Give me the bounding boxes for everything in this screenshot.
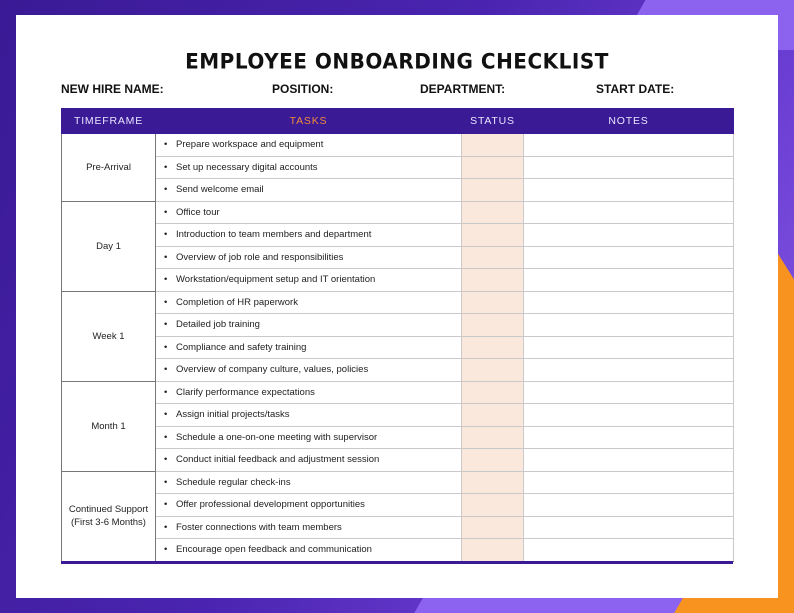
task-cell	[156, 449, 462, 472]
table-row	[62, 314, 734, 337]
status-cell[interactable]	[462, 471, 524, 494]
table-header-row	[62, 109, 734, 134]
table-row	[62, 516, 734, 539]
status-cell[interactable]	[462, 179, 524, 202]
notes-cell[interactable]	[524, 156, 734, 179]
bullet-icon: •	[164, 341, 168, 353]
task-text: Foster connections with team members	[176, 521, 342, 533]
timeframe-cell: Month 1	[62, 381, 156, 471]
status-cell[interactable]	[462, 494, 524, 517]
task-text: Workstation/equipment setup and IT orientation	[176, 274, 376, 286]
task-cell	[156, 381, 462, 404]
bullet-icon: •	[164, 251, 168, 263]
task-cell	[156, 291, 462, 314]
task-cell	[156, 426, 462, 449]
bullet-icon: •	[164, 139, 168, 151]
notes-cell[interactable]	[524, 291, 734, 314]
table-row	[62, 291, 734, 314]
notes-cell[interactable]	[524, 359, 734, 382]
task-text: Office tour	[176, 206, 220, 218]
task-text: Overview of company culture, values, policies	[176, 364, 369, 376]
status-cell[interactable]	[462, 336, 524, 359]
table-row	[62, 201, 734, 224]
status-cell[interactable]	[462, 201, 524, 224]
task-cell	[156, 359, 462, 382]
task-text: Completion of HR paperwork	[176, 296, 298, 308]
status-cell[interactable]	[462, 404, 524, 427]
notes-cell[interactable]	[524, 179, 734, 202]
bullet-icon: •	[164, 521, 168, 533]
status-cell[interactable]	[462, 134, 524, 157]
bullet-icon: •	[164, 184, 168, 196]
bullet-icon: •	[164, 499, 168, 511]
notes-cell[interactable]	[524, 516, 734, 539]
notes-cell[interactable]	[524, 539, 734, 562]
status-cell[interactable]	[462, 539, 524, 562]
table-row	[62, 179, 734, 202]
notes-cell[interactable]	[524, 404, 734, 427]
column-header-notes: NOTES	[524, 109, 734, 134]
timeframe-cell: Continued Support (First 3-6 Months)	[62, 471, 156, 561]
status-cell[interactable]	[462, 426, 524, 449]
bullet-icon: •	[164, 319, 168, 331]
notes-cell[interactable]	[524, 449, 734, 472]
task-cell	[156, 246, 462, 269]
department-label: DEPARTMENT:	[420, 82, 506, 96]
table-body	[62, 134, 734, 562]
task-cell	[156, 269, 462, 292]
task-cell	[156, 134, 462, 157]
table-bottom-rule	[61, 561, 733, 564]
column-header-tasks: TASKS	[156, 109, 462, 134]
notes-cell[interactable]	[524, 201, 734, 224]
task-cell	[156, 404, 462, 427]
status-cell[interactable]	[462, 291, 524, 314]
task-cell	[156, 314, 462, 337]
task-text: Conduct initial feedback and adjustment session	[176, 454, 380, 466]
column-header-status: STATUS	[462, 109, 524, 134]
bullet-icon: •	[164, 454, 168, 466]
notes-cell[interactable]	[524, 224, 734, 247]
task-cell	[156, 516, 462, 539]
task-cell	[156, 471, 462, 494]
status-cell[interactable]	[462, 381, 524, 404]
checklist-table	[61, 108, 734, 562]
table-row	[62, 381, 734, 404]
task-cell	[156, 156, 462, 179]
table-row	[62, 246, 734, 269]
position-label: POSITION:	[272, 82, 334, 96]
task-cell	[156, 336, 462, 359]
task-cell	[156, 224, 462, 247]
status-cell[interactable]	[462, 269, 524, 292]
table-row	[62, 539, 734, 562]
column-header-timeframe: TIMEFRAME	[62, 109, 156, 134]
bullet-icon: •	[164, 206, 168, 218]
table-row	[62, 156, 734, 179]
task-text: Send welcome email	[176, 184, 264, 196]
bullet-icon: •	[164, 409, 168, 421]
notes-cell[interactable]	[524, 269, 734, 292]
status-cell[interactable]	[462, 314, 524, 337]
new-hire-name-label: NEW HIRE NAME:	[61, 82, 164, 96]
task-cell	[156, 201, 462, 224]
status-cell[interactable]	[462, 224, 524, 247]
status-cell[interactable]	[462, 156, 524, 179]
notes-cell[interactable]	[524, 471, 734, 494]
bullet-icon: •	[164, 161, 168, 173]
bullet-icon: •	[164, 274, 168, 286]
task-text: Introduction to team members and department	[176, 229, 372, 241]
bullet-icon: •	[164, 364, 168, 376]
notes-cell[interactable]	[524, 336, 734, 359]
task-cell	[156, 539, 462, 562]
page-title: EMPLOYEE ONBOARDING CHECKLIST	[185, 48, 609, 74]
task-text: Encourage open feedback and communication	[176, 544, 372, 556]
table-row	[62, 494, 734, 517]
task-text: Detailed job training	[176, 319, 260, 331]
task-text: Clarify performance expectations	[176, 386, 315, 398]
notes-cell[interactable]	[524, 246, 734, 269]
bullet-icon: •	[164, 476, 168, 488]
notes-cell[interactable]	[524, 494, 734, 517]
task-text: Schedule a one-on-one meeting with supervisor	[176, 431, 378, 443]
table-row	[62, 336, 734, 359]
task-text: Schedule regular check-ins	[176, 476, 291, 488]
task-text: Set up necessary digital accounts	[176, 161, 318, 173]
table-row	[62, 404, 734, 427]
bullet-icon: •	[164, 229, 168, 241]
task-cell	[156, 179, 462, 202]
notes-cell[interactable]	[524, 381, 734, 404]
task-text: Compliance and safety training	[176, 341, 307, 353]
status-cell[interactable]	[462, 516, 524, 539]
bullet-icon: •	[164, 431, 168, 443]
status-cell[interactable]	[462, 359, 524, 382]
table-row	[62, 426, 734, 449]
table-row	[62, 269, 734, 292]
task-text: Prepare workspace and equipment	[176, 139, 324, 151]
table-row	[62, 134, 734, 157]
status-cell[interactable]	[462, 449, 524, 472]
table-row	[62, 471, 734, 494]
table-row	[62, 224, 734, 247]
bullet-icon: •	[164, 386, 168, 398]
notes-cell[interactable]	[524, 426, 734, 449]
notes-cell[interactable]	[524, 134, 734, 157]
bullet-icon: •	[164, 296, 168, 308]
notes-cell[interactable]	[524, 314, 734, 337]
start-date-label: START DATE:	[596, 82, 675, 96]
timeframe-cell: Pre-Arrival	[62, 134, 156, 202]
checklist-sheet	[16, 15, 778, 598]
task-text: Offer professional development opportunities	[176, 499, 365, 511]
status-cell[interactable]	[462, 246, 524, 269]
task-text: Overview of job role and responsibilities	[176, 251, 344, 263]
bullet-icon: •	[164, 544, 168, 556]
timeframe-cell: Day 1	[62, 201, 156, 291]
table-row	[62, 359, 734, 382]
task-text: Assign initial projects/tasks	[176, 409, 290, 421]
table-row	[62, 449, 734, 472]
task-cell	[156, 494, 462, 517]
timeframe-cell: Week 1	[62, 291, 156, 381]
